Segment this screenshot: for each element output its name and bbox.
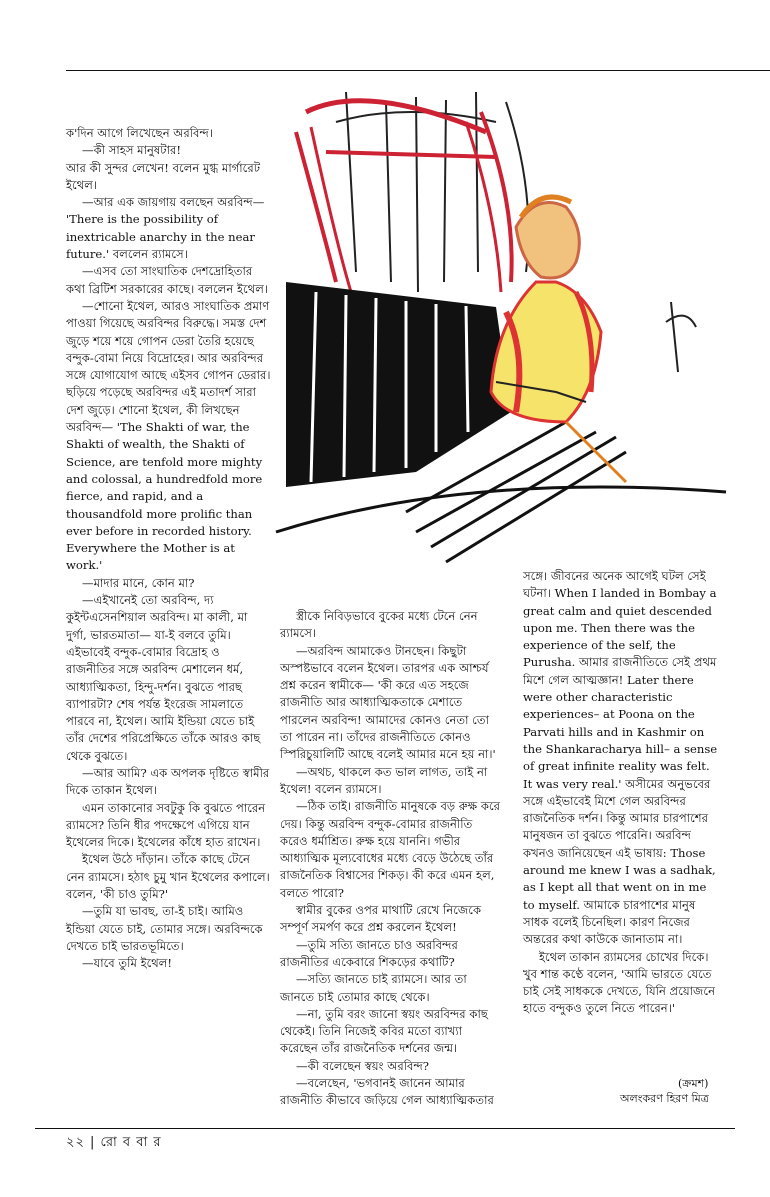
paragraph: এমন তাকানোর সবটুকু কি বুঝতে পারেন র‍্যামসে? তিনি ধীর পদক্ষেপে এগিয়ে যান ইথেলের দিকে। ইথেলের কাঁধে হাত রাখেন। bbox=[66, 800, 266, 850]
paragraph: —না, তুমি বরং জানো স্বয়ং অরবিন্দর কাছ থেকেই। তিনি নিজেই কবির মতো ব্যাখ্যা করেছেন তাঁর রাজনৈতিক দর্শনের জন্ম। bbox=[280, 1006, 488, 1056]
paragraph: —শোনো ইথেল, আরও সাংঘাতিক প্রমাণ পাওয়া গিয়েছে অরবিন্দর বিরুদ্ধে। সমস্ত দেশ জুড়ে শয়ে শয়ে গোপন ডেরা তৈরি হয়েছে বন্দুক-বোমা নিয়ে বিদ্রোহের। আর অরবিন্দর সঙ্গে যোগাযোগ আছে এইসব গোপন ডেরার। ছড়িয়ে পড়েছে অরবিন্দর এই মতাদর্শ সারা দেশ জুড়ে। শোনো ইথেল, কী লিখছেন অরবিন্দ— 'The Shakti of war, the Shakti of wealth, the Shakti of Science, are tenfold more mighty and colossal, a hundredfold more fierce, and rapid, and a thousandfold more prolific than ever before in recorded history. Everywhere the Mother is at work.' bbox=[66, 298, 271, 573]
paragraph: —অরবিন্দ আমাকেও টানছেন। কিছুটা অস্পষ্টভাবে বলেন ইথেল। তারপর এক আশ্চর্য প্রশ্ন করেন স্বামীকে— 'কী করে এত সহজে রাজনীতি আর আধ্যাত্মিকতাকে মেশাতে পারলেন অরবিন্দ! আমাদের কোনও নেতা তো তা পারেন না। তাঁদের রাজনীতিতে কোনও স্পিরিচুয়ালিটি আছে বলেই আমার মনে হয় না।' bbox=[280, 643, 496, 762]
article-column-1 bbox=[66, 125, 271, 973]
paragraph: আর কী সুন্দর লেখেন! বলেন মুগ্ধ মার্গারেট ইথেল। bbox=[66, 160, 261, 192]
paragraph: —যাবে তুমি ইথেল! bbox=[82, 956, 173, 971]
paragraph: —ঠিক তাই। রাজনীতি মানুষকে বড় রুক্ষ করে দেয়। কিন্তু অরবিন্দ বন্দুক-বোমার রাজনীতি করেও ধর্মাশ্রিত। রুক্ষ হয়ে যাননি। গভীর আধ্যাত্মিক মূল্যবোধের মধ্যে বেড়ে উঠেছে তাঁর রাজনৈতিক বিশ্বাসের শিকড়। কী করে এমন হল, বলতে পারো? bbox=[280, 799, 500, 900]
footer-rule bbox=[35, 1128, 735, 1129]
piano-drawing bbox=[276, 282, 726, 562]
paragraph: ক'দিন আগে লিখেছেন অরবিন্দ। bbox=[66, 126, 213, 140]
piano-woman-illustration bbox=[266, 92, 736, 597]
paragraph: —এইখানেই তো অরবিন্দ, দ্য কুইন্টএসেনশিয়াল অরবিন্দ। মা কালী, মা দুর্গা, ভারতমাতা— যা-ই বলবে তুমি। এইভাবেই বন্দুক-বোমার বিদ্রোহ ও রাজনীতির সঙ্গে অরবিন্দ মেশালেন ধর্ম, আধ্যাত্মিকতা, হিন্দু-দর্শন। বুঝতে পারছ ব্যাপারটা? শেষ পর্যন্ত ইংরেজ সামলাতে পারবে না, ইথেল। আমি ইন্ডিয়া যেতে চাই তাঁর দেশের পরিপ্রেক্ষিতে তাঁকে আরও কাছ থেকে বুঝতে। bbox=[66, 593, 261, 763]
paragraph: সঙ্গে। জীবনের অনেক আগেই ঘটল সেই ঘটনা। When I landed in Bombay a great calm and quiet descended upon me. Then there was the experience of the self, the Purusha. আমার রাজনীতিতে সেই প্রথম মিশে গেল আত্মজ্ঞান! Later there were other characteristic experiences– at Poona on the Parvati hills and in Kashmir on the Shankaracharya hill– a sense of great infinite reality was felt. It was very real.' অসীমের অনুভবের সঙ্গে এইভাবেই মিশে গেল অরবিন্দর রাজনৈতিক দর্শন। কিন্তু আমার চারপাশের মানুষজন তা বুঝতে পারেনি। অরবিন্দ কখনও জানিয়েছেন এই ভাষায়: Those around me knew I was a sadhak, as I kept all that went on in me to myself. আমাকে চারপাশের মানুষ সাধক বলেই চিনেছিল। কারণ নিজের অন্তরের কথা কাউকে জানাতাম না। bbox=[523, 569, 718, 947]
paragraph: —সত্যি জানতে চাই র‍্যামসে। আর তা জানতে চাই তোমার কাছে থেকে। bbox=[280, 972, 467, 1004]
illustration-credit: অলংকরণ হিরণ মিত্র bbox=[620, 1092, 709, 1105]
page-footer: ২২ | রো ব বা র bbox=[66, 1135, 162, 1150]
paragraph: —আর এক জায়গায় বলছেন অরবিন্দ— 'There is the possibility of inextricable anarchy in the near future.' বললেন র‍্যামসে। bbox=[66, 195, 265, 262]
woman-figure-drawing bbox=[491, 197, 696, 482]
paragraph: —অথচ, থাকলে কত ভাল লাগত, তাই না ইথেল! বলেন র‍্যামসে। bbox=[280, 764, 488, 796]
paragraph: —কী বলেছেন স্বয়ং অরবিন্দ? bbox=[296, 1058, 430, 1073]
window-drawing bbox=[296, 92, 529, 292]
paragraph: —আর আমি? এক অপলক দৃষ্টিতে স্বামীর দিকে তাকান ইথেল। bbox=[66, 765, 270, 798]
paragraph: ইথেল তাকান র‍্যামসের চোখের দিকে। খুব শান্ত কণ্ঠে বলেন, 'আমি ভারতে যেতে চাই সেই সাধককে দেখতে, যিনি প্রয়োজনে হাতে বন্দুকও তুলে নিতে পারেন।' bbox=[523, 949, 716, 1016]
paragraph: —মাদার মানে, কোন মা? bbox=[82, 575, 195, 590]
paragraph: —তুমি সত্যি জানতে চাও অরবিন্দর রাজনীতির একেবারে শিকড়ের কথাটি? bbox=[280, 937, 458, 969]
paragraph: —বলেছেন, 'ভগবানই জানেন আমার রাজনীতি কীভাবে জড়িয়ে গেল আধ্যাত্মিকতার bbox=[280, 1076, 494, 1108]
paragraph: —কী সাহস মানুষটার! bbox=[82, 143, 181, 158]
paragraph: ইথেল উঠে দাঁড়ান। তাঁকে কাছে টেনে নেন র‍্যামসে। হঠাৎ চুমু খান ইথেলের কপালে। বলেন, 'কী চাও তুমি?' bbox=[66, 852, 270, 902]
paragraph: স্ত্রীকে নিবিড়ভাবে বুকের মধ্যে টেনে নেন র‍্যামসে। bbox=[280, 609, 478, 641]
paragraph: স্বামীর বুকের ওপর মাথাটি রেখে নিজেকে সম্পূর্ণ সমর্পণ করে প্রশ্ন করলেন ইথেল! bbox=[280, 903, 482, 935]
paragraph: —এসব তো সাংঘাতিক দেশদ্রোহিতার কথা ব্রিটিশ সরকারের কাছে। বললেন ইথেল। bbox=[66, 264, 268, 296]
paragraph: —তুমি যা ভাবছ, তা-ই চাই। আমিও ইন্ডিয়া যেতে চাই, তোমার সঙ্গে। অরবিন্দকে দেখতে চাই ভারতভূমিতে। bbox=[66, 904, 263, 953]
article-column-3 bbox=[523, 568, 719, 1018]
article-column-2 bbox=[280, 608, 502, 1110]
header-rule bbox=[66, 70, 770, 71]
continued-label: (ক্রমশ) bbox=[678, 1077, 709, 1090]
